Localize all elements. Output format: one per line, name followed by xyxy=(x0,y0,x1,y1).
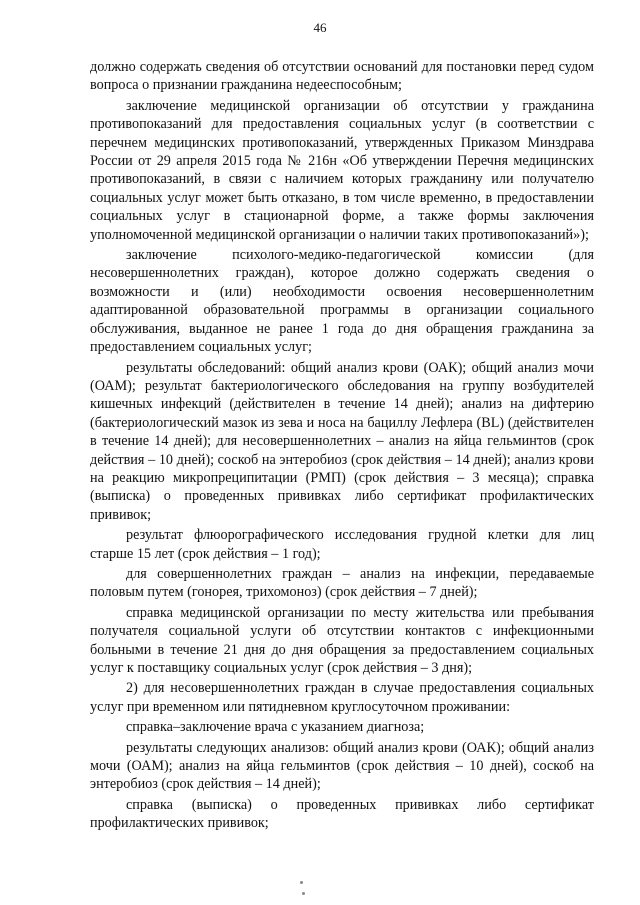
paragraph-analysis-results: результаты следующих анализов: общий анализ крови (ОАК); общий анализ мочи (ОАМ); анализ на яйца гельминтов (срок действия – 10 дней), соскоб на энтеробиоз (срок действия – 14 дней); xyxy=(90,739,594,793)
paragraph-continuation: должно содержать сведения об отсутствии оснований для постановки перед судом вопроса о признании гражданина недееспособным; xyxy=(90,59,594,94)
paragraph-minors-item-2: 2) для несовершеннолетних граждан в случае предоставления социальных услуг при временном или пятидневном круглосуточном проживании: xyxy=(90,680,594,715)
paragraph-contact-certificate: справка медицинской организации по месту жительства или пребывания получателя социальной услуги об отсутствии контактов с инфекционными больными в течение 21 дня до дня обращения за предоставлением социальных услуг к поставщику социальных услуг (срок действия – 3 дня); xyxy=(90,604,594,676)
paragraph-adult-infections: для совершеннолетних граждан – анализ на инфекции, передаваемые половым путем (гонорея, трихомоноз) (срок действия – 7 дней); xyxy=(90,565,594,601)
paragraph-examination-results: результаты обследований: общий анализ крови (ОАК); общий анализ мочи (ОАМ); результат бактериологического обследования на группу возбудителей кишечных инфекций (действителен в течение 14 дней); анализ на дифтерию (бактериологический мазок из зева и носа на бациллу Лефлера (BL) (действителен в течение 14 дней); для несовершеннолетних – анализ на яйца гельминтов (срок действия – 10 дней); соскоб на энтеробиоз (срок действия – 14 дней); анализ крови на реакцию микропреципитации (РМП) (срок действия – 3 месяца); справка (выписка) о проведенных прививках либо сертификат профилактических прививок; xyxy=(90,359,594,523)
page-number: 46 xyxy=(313,20,327,35)
scan-speck xyxy=(300,881,303,884)
paragraph-fluorography: результат флюорографического исследования грудной клетки для лиц старше 15 лет (срок действия – 1 год); xyxy=(90,527,594,562)
paragraph-pmpk-conclusion: заключение психолого-медико-педагогической комиссии (для несовершеннолетних граждан), которое должно содержать сведения о возможности и (или) необходимости освоения несовершеннолетним адаптированной образовательной программы в организации социального обслуживания, выданное не ранее 1 года до дня обращения гражданина за предоставлением социальных услуг; xyxy=(90,247,594,356)
paragraph-vaccination-certificate: справка (выписка) о проведенных прививках либо сертификат профилактических прививок; xyxy=(90,796,594,832)
scan-speck xyxy=(302,892,305,895)
paragraph-medical-conclusion: заключение медицинской организации об отсутствии у гражданина противопоказаний для предоставления социальных услуг (в соответствии с перечнем медицинских противопоказаний, утвержденных Приказом Минздрава России от 29 апреля 2015 года № 216н «Об утверждении Перечня медицинских противопоказаний, в связи с наличием которых гражданину или получателю социальных услуг может быть отказано, в том числе временно, в предоставлении социальных услуг в стационарной форме, а также формы заключения уполномоченной медицинской организации о наличии таких противопоказаний»); xyxy=(90,97,594,243)
paragraph-doctor-conclusion: справка–заключение врача с указанием диагноза; xyxy=(126,719,425,736)
document-body xyxy=(90,58,594,835)
